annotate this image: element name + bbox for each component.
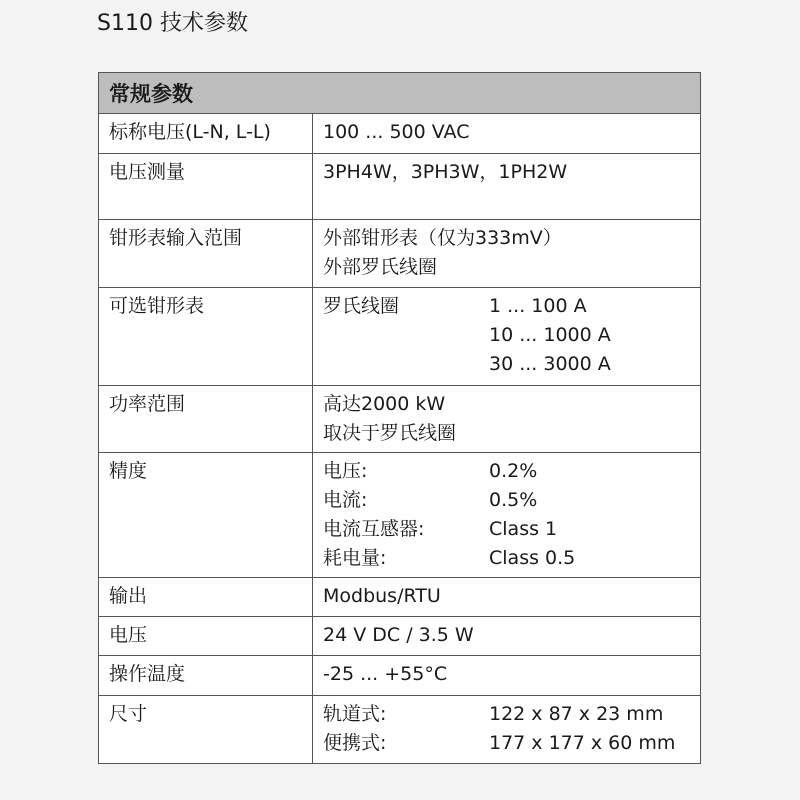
row-label-dimensions: 尺寸 bbox=[99, 696, 313, 764]
value-pair bbox=[323, 515, 700, 544]
table-row bbox=[99, 386, 701, 453]
value-pair bbox=[323, 700, 700, 729]
pair-value: 122 x 87 x 23 mm bbox=[489, 703, 664, 725]
table-row bbox=[99, 696, 701, 764]
row-value-clamp-input-range bbox=[313, 220, 701, 288]
pair-key: 电流: bbox=[323, 489, 368, 511]
pair-value: 30 ... 3000 A bbox=[489, 353, 611, 375]
value-line: Modbus/RTU bbox=[323, 585, 441, 607]
row-label-accuracy: 精度 bbox=[99, 453, 313, 578]
table-row bbox=[99, 220, 701, 288]
value-pair bbox=[323, 729, 700, 758]
row-label-clamp-input-range: 钳形表输入范围 bbox=[99, 220, 313, 288]
pair-key: 电流互感器: bbox=[323, 518, 425, 540]
row-label-operating-temperature: 操作温度 bbox=[99, 656, 313, 696]
pair-value: 1 ... 100 A bbox=[489, 295, 587, 317]
value-line: 外部罗氏线圈 bbox=[323, 256, 438, 278]
row-value-output bbox=[313, 578, 701, 617]
value-pair bbox=[323, 321, 700, 350]
pair-key: 耗电量: bbox=[323, 547, 387, 569]
value-line: -25 ... +55°C bbox=[323, 663, 448, 685]
value-line: 高达2000 kW bbox=[323, 393, 446, 415]
pair-value: 10 ... 1000 A bbox=[489, 324, 611, 346]
pair-key: 罗氏线圈 bbox=[323, 295, 400, 317]
pair-value: Class 1 bbox=[489, 518, 558, 540]
value-pair bbox=[323, 544, 700, 573]
value-pair bbox=[323, 350, 700, 379]
row-value-power-range bbox=[313, 386, 701, 453]
pair-value: Class 0.5 bbox=[489, 547, 576, 569]
table-row bbox=[99, 453, 701, 578]
pair-value: 0.2% bbox=[489, 460, 538, 482]
value-pair bbox=[323, 457, 700, 486]
table-row bbox=[99, 578, 701, 617]
spec-table bbox=[98, 72, 701, 764]
row-label-voltage-measurement: 电压测量 bbox=[99, 154, 313, 220]
table-row bbox=[99, 154, 701, 220]
row-label-nominal-voltage: 标称电压(L-N, L-L) bbox=[99, 114, 313, 154]
pair-value: 177 x 177 x 60 mm bbox=[489, 732, 676, 754]
value-line: 取决于罗氏线圈 bbox=[323, 422, 457, 444]
value-line: 外部钳形表（仅为333mV） bbox=[323, 227, 562, 249]
value-line: 24 V DC / 3.5 W bbox=[323, 624, 474, 646]
row-label-supply-voltage: 电压 bbox=[99, 617, 313, 656]
pair-key bbox=[323, 350, 489, 379]
value-pair bbox=[323, 486, 700, 515]
pair-key bbox=[323, 321, 489, 350]
row-value-optional-clamps bbox=[313, 288, 701, 386]
row-value-nominal-voltage bbox=[313, 114, 701, 154]
section-header: 常规参数 bbox=[99, 73, 701, 114]
row-value-dimensions bbox=[313, 696, 701, 764]
row-value-voltage-measurement bbox=[313, 154, 701, 220]
table-row bbox=[99, 617, 701, 656]
table-row bbox=[99, 288, 701, 386]
page-title: S110 技术参数 bbox=[97, 11, 248, 36]
row-value-accuracy bbox=[313, 453, 701, 578]
value-pair bbox=[323, 292, 700, 321]
pair-key: 便携式: bbox=[323, 732, 387, 754]
table-row bbox=[99, 114, 701, 154]
pair-key: 电压: bbox=[323, 460, 368, 482]
row-label-optional-clamps: 可选钳形表 bbox=[99, 288, 313, 386]
value-line: 100 ... 500 VAC bbox=[323, 121, 470, 143]
row-label-output: 输出 bbox=[99, 578, 313, 617]
pair-value: 0.5% bbox=[489, 489, 538, 511]
row-label-power-range: 功率范围 bbox=[99, 386, 313, 453]
row-value-supply-voltage bbox=[313, 617, 701, 656]
row-value-operating-temperature bbox=[313, 656, 701, 696]
table-row bbox=[99, 656, 701, 696]
value-line: 3PH4W，3PH3W，1PH2W bbox=[323, 161, 568, 183]
pair-key: 轨道式: bbox=[323, 703, 387, 725]
